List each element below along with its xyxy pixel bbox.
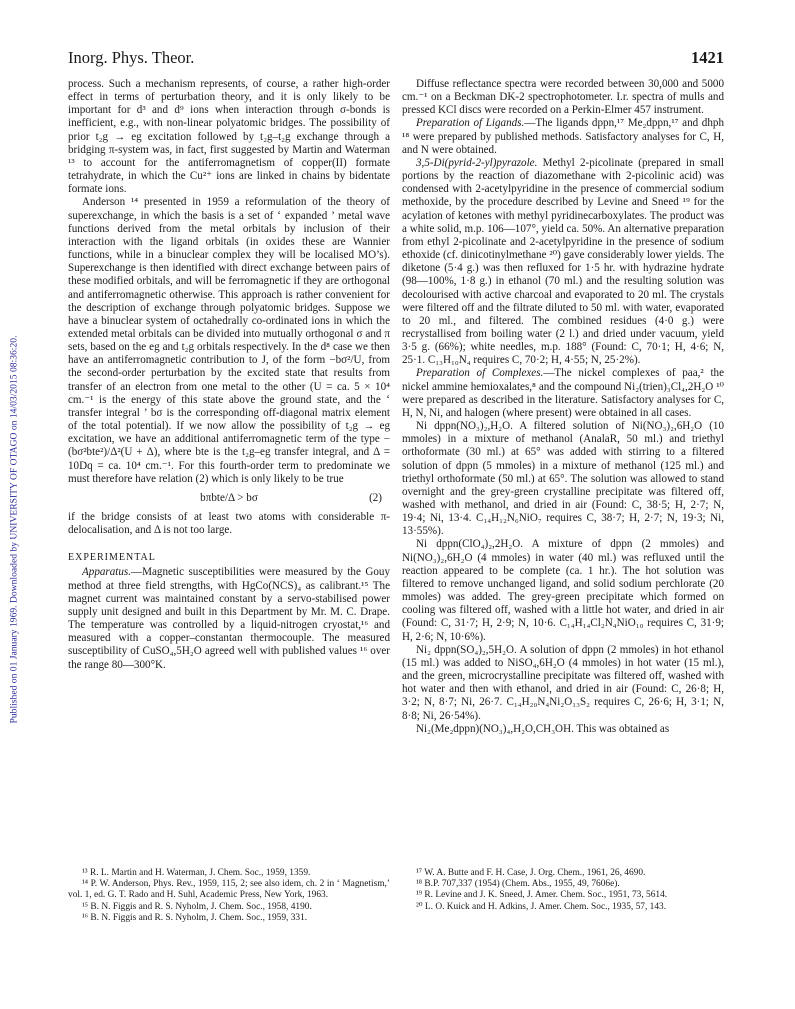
- paragraph: Diffuse reflectance spectra were recorded between 30,000 and 5000 cm.⁻¹ on a Beckman DK-2 spectrophotometer. I.r. spectra of mulls and pressed KCl discs were recorded on a Perkin-Elmer 457 instrument.: [402, 78, 724, 117]
- run-in-heading: Preparation of Ligands.: [416, 117, 525, 130]
- paragraph: Ni₂(Me₂dppn)(NO₃)₄,H₂O,CH₃OH. This was obtained as: [416, 722, 670, 735]
- footnote: ¹⁶ B. N. Figgis and R. S. Nyholm, J. Chem. Soc., 1959, 331.: [82, 912, 308, 923]
- page-number: 1421: [691, 48, 724, 67]
- paragraph: [402, 367, 724, 420]
- footnote: ¹⁸ B.P. 707,337 (1954) (Chem. Abs., 1955, 49, 7606e).: [416, 879, 620, 890]
- paragraph: [402, 157, 724, 368]
- footnote: ¹⁴ P. W. Anderson, Phys. Rev., 1959, 115, 2; see also idem, ch. 2 in ‘ Magnetism,’ vol. 1, ed. G. T. Rado and H. Suhl, Academic Press, New York, 1963.: [68, 879, 390, 901]
- download-watermark-text: Published on 01 January 1969. Downloaded by UNIVERSITY OF OTAGO on 14/03/2015 08:36:20.: [8, 335, 20, 724]
- paragraph-body: —The ligands dppn,¹⁷ Me₂dppn,¹⁷ and dhph ¹⁸ were prepared by published methods. Satisfactory analyses for C, H, and N were obtained.: [402, 117, 724, 156]
- footnote: ¹⁵ B. N. Figgis and R. S. Nyholm, J. Chem. Soc., 1958, 4190.: [82, 901, 312, 912]
- section-heading: EXPERIMENTAL: [68, 552, 156, 564]
- run-in-heading: Apparatus.: [82, 566, 132, 579]
- paragraph-body: Methyl 2-picolinate (prepared in small portions by the reaction of diazomethane with 2-picolinic acid) was condensed with 2-acetylpyridine in the presence of commercial sodium methoxide, by the procedure described by Levine and Sneed ¹⁹ for the acylation of ketones with methyl pyridinecarboxylates. The product was a white solid, m.p. 106—107°, yield ca. 50%. An alternative preparation from ethyl 2-picolinate and 2-acetylpyridine in the presence of sodium ethoxide (cf. dinicotinylmethane ²⁰) gave considerably lower yields. The diketone (5·4 g.) was then refluxed for 1·5 hr. with hydrazine hydrate (98—100%, 1·8 g.) in ethanol (70 ml.) and the resulting solution was decolourised with active charcoal and evaporated to 20 ml. The crystals were filtered off and the filtrate diluted to 50 ml. with water, evaporated to 20 ml., and filtered. The combined residues (4·0 g.) were recrystallised from boiling water (2 l.) and dried under vacuum, yield 3·5 g. (66%); white needles, m.p. 188° (Found: C, 70·1; H, 4·6; N, 25·1. C₁₃H₁₀N₄ requires C, 70·2; H, 4·55; N, 25·2%).: [402, 156, 724, 367]
- paragraph: [68, 566, 390, 671]
- paragraph: Ni dppn(NO₃)₂,H₂O. A filtered solution of Ni(NO₃)₂,6H₂O (10 mmoles) in a mixture of methanol (AnalaR, 50 ml.) and triethyl orthoformate (30 ml.) at 65° was added with stirring to a filtered solution of dppn (5 mmoles) in a mixture of methanol (125 ml.) and triethyl orthoformate (50 ml.) at 65°. The solution was allowed to stand overnight and the grey-green crystalline precipitate was filtered off, washed with methanol, and dried in air (Found: C, 38·5; H, 2·7; N, 19·4; Ni, 13·4. C₁₄H₁₂N₆NiO₇ requires C, 38·7; H, 2·7; N, 19·3; Ni, 13·55%).: [402, 420, 724, 538]
- paragraph-body: —The nickel complexes of paa,² the nickel ammine hemioxalates,⁸ and the compound Ni₂(trien)₃Cl₄,2H₂O ¹⁰ were prepared as described in the literature. Satisfactory analyses for C, H, N, Ni, and halogen (where present) were obtained in all cases.: [402, 367, 724, 419]
- right-column: [402, 78, 724, 736]
- footnote: ¹⁹ R. Levine and J. K. Sneed, J. Amer. Chem. Soc., 1951, 73, 5614.: [416, 890, 668, 901]
- equation-number: (2): [369, 491, 382, 504]
- paragraph: Ni dppn(ClO₄)₂,2H₂O. A mixture of dppn (2 mmoles) and Ni(NO₃)₂,6H₂O (4 mmoles) in water (40 ml.) was refluxed until the reaction appeared to be complete (ca. 1 hr.). The hot solution was filtered to remove unchanged ligand, and solid sodium perchlorate (20 mmoles) was added. The grey-green precipitate which formed on cooling was filtered off, washed with a little hot water, and dried in air (Found: C, 31·7; H, 2·9; N, 10·6. C₁₄H₁₄Cl₂N₄NiO₁₀ requires C, 31·9; H, 2·6; N, 10·6%).: [402, 538, 724, 643]
- footnote: ¹³ R. L. Martin and H. Waterman, J. Chem. Soc., 1959, 1359.: [82, 868, 311, 878]
- paragraph: [402, 117, 724, 156]
- paragraph: Anderson ¹⁴ presented in 1959 a reformulation of the theory of superexchange, in which the basis is a set of ‘ expanded ’ metal wave functions derived from the metal orbitals by inclusion of their interaction with the ligand orbitals (in oxides these are Wannier functions, while in a binuclear complex they will be localised MO’s). Superexchange is then identified with direct exchange between pairs of these modified orbitals, and will be ferromagnetic if they are orthogonal and antiferromagnetic otherwise. This approach is rather convenient for the description of exchange through polyatomic bridges. Suppose we have a binuclear system of octahedrally co-ordinated ions in which the extended metal orbitals can be divided into mutually orthogonal σ and π sets, based on the eg and t₂g orbitals respectively. In the d⁸ case we then have an antiferromagnetic contribution to J, of the form −bσ²/U, from the second-order perturbation by the excited state that results from transfer of an electron from one metal to the other (U = ca. 5 × 10⁴ cm.⁻¹ is the energy of this state above the ground state, and the ‘ transfer integral ’ bσ is the corresponding off-diagonal matrix element of the total potential). If we now allow the possibility of t₂g → eg excitation, we have an additional antiferromagnetic term of the type −(bσ²bte²)/Δ²(U + Δ), where bte is the t₂g–eg transfer integral, and Δ = 10Dq = ca. 10⁴ cm.⁻¹. For this fourth-order term to predominate we must therefore have relation (2) which is only likely to be true: [68, 196, 390, 485]
- equation-body: bπbte/Δ > bσ: [200, 491, 258, 504]
- paragraph: process. Such a mechanism represents, of course, a rather high-order effect in terms of perturbation theory, and it is only likely to be important for d³ and d⁹ ions when interaction through σ-bonds is inefficient, e.g., with non-linear polyatomic bridges. The possibility of prior t₂g → eg excitation followed by t₂g–t₂g exchange through a bridging π-system was, in fact, first suggested by Martin and Waterman ¹³ to account for the antiferromagnetism of copper(II) formate tetrahydrate, in which the Cu²⁺ ions are linked in chains by bidentate formate ions.: [68, 78, 390, 196]
- paragraph: if the bridge consists of at least two atoms with considerable π-delocalisation, and Δ is not too large.: [68, 511, 390, 537]
- run-in-heading: Preparation of Complexes.: [416, 367, 544, 380]
- footnotes-left: [68, 868, 390, 924]
- footnote: ²⁰ L. O. Kuick and H. Adkins, J. Amer. Chem. Soc., 1935, 57, 143.: [416, 901, 667, 912]
- footnotes-right: [402, 868, 724, 913]
- footnote: ¹⁷ W. A. Butte and F. H. Case, J. Org. Chem., 1961, 26, 4690.: [416, 868, 646, 878]
- left-column: [68, 78, 390, 672]
- download-watermark: [8, 160, 20, 900]
- run-in-heading: 3,5-Di(pyrid-2-yl)pyrazole.: [416, 156, 538, 169]
- paragraph: Ni₂ dppn(SO₄)₂,5H₂O. A solution of dppn (2 mmoles) in hot ethanol (15 ml.) was added to NiSO₄,6H₂O (4 mmoles) in hot water (15 ml.), and the green, microcrystalline precipitate was filtered off, washed with hot water and then with ethanol, and dried in air (Found: C, 26·8; H, 3·2; N, 8·7; Ni, 26·7. C₁₄H₂₀N₄Ni₂O₁₃S₂ requires C, 26·6; H, 3·1; N, 8·8; Ni, 26·54%).: [402, 643, 724, 722]
- journal-title: Inorg. Phys. Theor.: [68, 48, 195, 67]
- paragraph-body: —Magnetic susceptibilities were measured by the Gouy method at three field strengths, with HgCo(NCS)₄ as calibrant.¹⁵ The magnet current was maintained constant by a servo-stabilised power supply unit designed and built in this Department by Mr. M. C. Drape. The temperature was controlled by a liquid-nitrogen cryostat,¹⁶ and measured with a copper–constantan thermocouple. The measured susceptibility of CuSO₄,5H₂O agreed well with published values ¹⁶ over the range 80—300°K.: [68, 566, 390, 671]
- equation-2: [68, 492, 390, 505]
- page-header: [68, 48, 724, 70]
